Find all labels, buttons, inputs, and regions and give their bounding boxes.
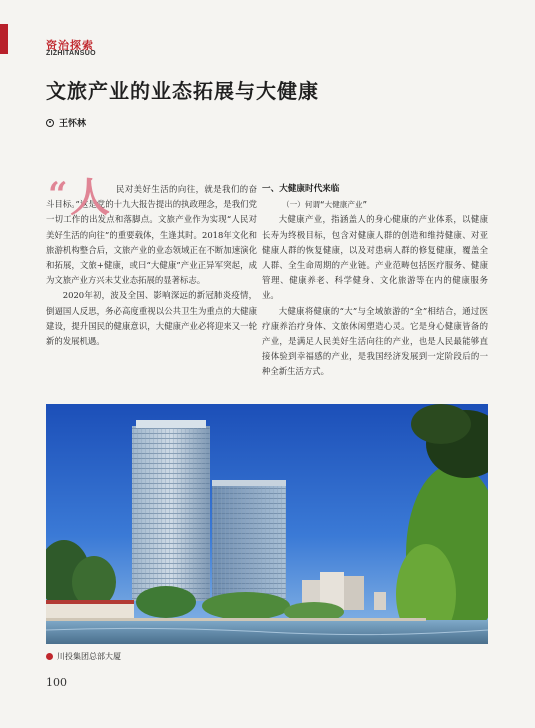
body-paragraph: 2020年初，波及全国、影响深远的新冠肺炎疫情，倒逼国人反思，务必高度重视以公共卫生为重点的大健康建设，提升国民的健康意识，大健康产业必将迎来又一轮新的发展机遇。 bbox=[46, 290, 257, 347]
section-accent-bar bbox=[0, 24, 8, 54]
opening-quote-mark: “ bbox=[48, 175, 68, 215]
section-heading: 一、大健康时代来临 bbox=[262, 184, 340, 194]
caption-text: 川投集团总部大厦 bbox=[57, 652, 121, 661]
building-photo bbox=[46, 404, 488, 644]
body-paragraph: 大健康将健康的“大”与全域旅游的“全”相结合，通过医疗康养治疗身体、文旅休闲塑造心灵。它是身心健康皆备的产业，是满足人民美好生活向往的产业，也是人民最能够直接体验到幸福感的产业，是我国经济发展到一定阶段后的一种全新生活方式。 bbox=[262, 305, 488, 377]
author-name: 王怀林 bbox=[59, 119, 87, 129]
subsection-heading: （一）何谓“大健康产业” bbox=[282, 200, 368, 210]
author-byline bbox=[46, 116, 86, 129]
author-bullet-icon bbox=[46, 119, 54, 127]
left-column bbox=[46, 175, 257, 349]
body-paragraph: 大健康产业，指涵盖人的身心健康的产业体系，以健康长寿为终极目标，包含对健康人群的创造和维持健康、对亚健康人群的恢复健康，以及对患病人群的修复健康，覆盖全人群、全生命周期的产业链。产业范畴包括医疗服务、健康管理、健康养老、科学健身、文化旅游等在内的健康服务业。 bbox=[262, 214, 488, 301]
right-column bbox=[262, 182, 488, 380]
dropcap-character: 人 bbox=[70, 175, 110, 221]
photo-caption bbox=[46, 651, 121, 662]
section-name: 资治探索 bbox=[46, 39, 94, 52]
body-paragraph: 民对美好生活的向往，就是我们的奋斗目标。”这是党的十九大报告提出的执政理念，是我们党一切工作的出发点和落脚点。文旅产业作为实现“人民对美好生活的向往”的重要载体，生逢其时。2018年文化和旅游机构整合后，文旅产业的业态领域正在不断加速演化和拓展，文旅+健康，或曰“大健康”产业正异军突起，成为文旅产业方兴未艾业态拓展的显著标志。 bbox=[46, 184, 257, 286]
caption-bullet-icon bbox=[46, 653, 53, 660]
section-name-pinyin: ZIZHITANSUO bbox=[46, 50, 96, 57]
page-number: 100 bbox=[46, 676, 67, 689]
article-title: 文旅产业的业态拓展与大健康 bbox=[46, 79, 319, 103]
